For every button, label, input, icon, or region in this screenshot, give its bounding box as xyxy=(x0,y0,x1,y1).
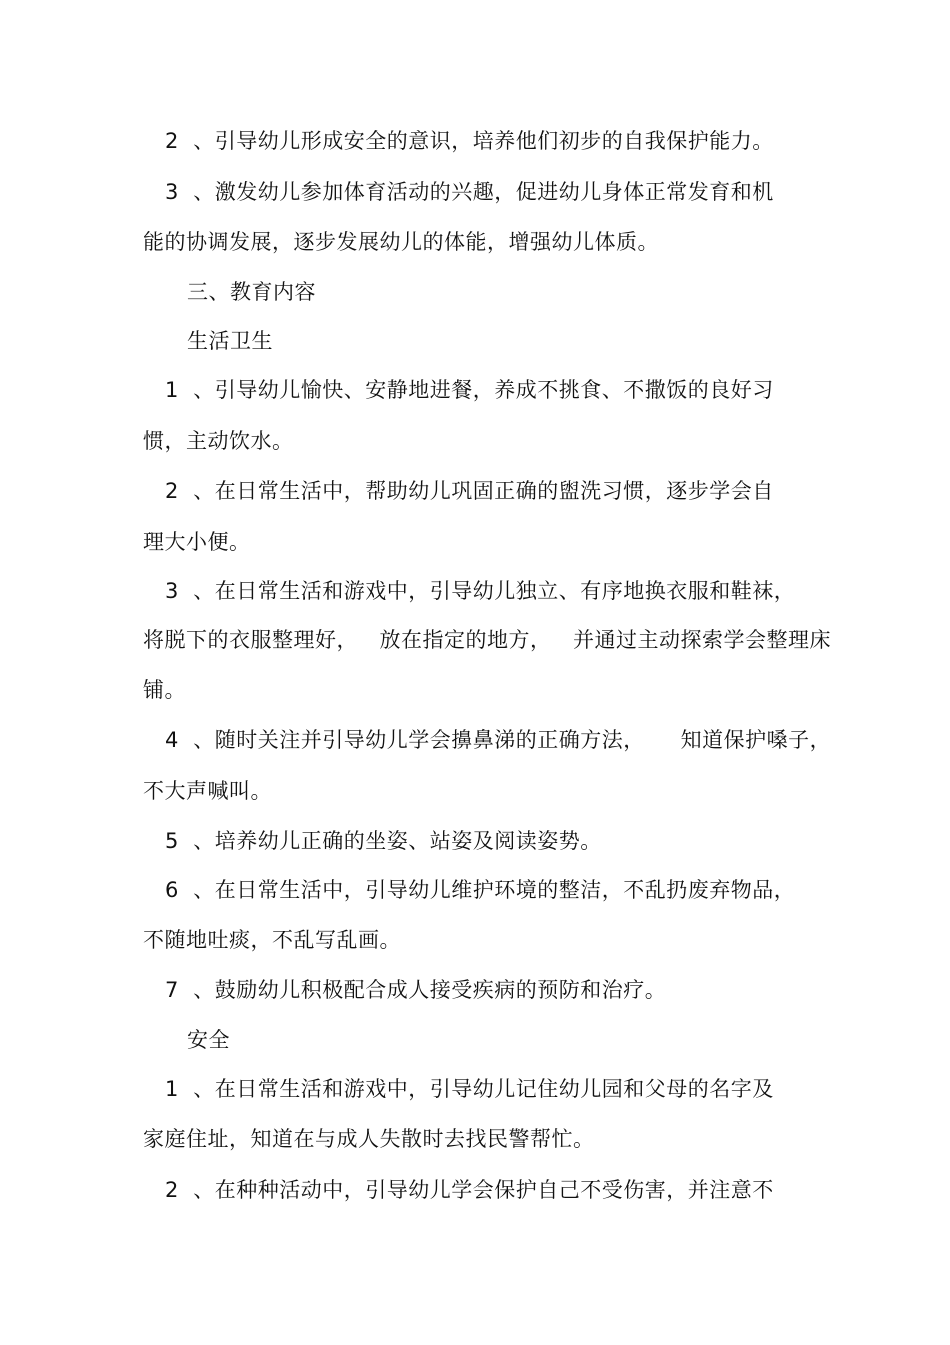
subsection-heading: 生活卫生 xyxy=(187,329,273,353)
paragraph-line: 2 、在种种活动中，引导幼儿学会保护自己不受伤害，并注意不 xyxy=(165,1178,774,1202)
paragraph-line: 家庭住址，知道在与成人失散时去找民警帮忙。 xyxy=(143,1127,595,1151)
paragraph-line: 1 、引导幼儿愉快、安静地进餐，养成不挑食、不撒饭的良好习 xyxy=(165,378,774,402)
paragraph-line: 惯，主动饮水。 xyxy=(143,429,294,453)
paragraph-line: 3 、激发幼儿参加体育活动的兴趣，促进幼儿身体正常发育和机 xyxy=(165,180,774,204)
paragraph-line: 1 、在日常生活和游戏中，引导幼儿记住幼儿园和父母的名字及 xyxy=(165,1077,774,1101)
paragraph-line: 能的协调发展，逐步发展幼儿的体能，增强幼儿体质。 xyxy=(143,230,659,254)
paragraph-line: 铺。 xyxy=(143,678,186,702)
paragraph-line: 将脱下的衣服整理好， 放在指定的地方， 并通过主动探索学会整理床 xyxy=(143,628,832,652)
paragraph-line: 5 、培养幼儿正确的坐姿、站姿及阅读姿势。 xyxy=(165,829,602,853)
paragraph-line: 7 、鼓励幼儿积极配合成人接受疾病的预防和治疗。 xyxy=(165,978,667,1002)
paragraph-line: 理大小便。 xyxy=(143,530,251,554)
paragraph-line: 4 、随时关注并引导幼儿学会擤鼻涕的正确方法， 知道保护嗓子， xyxy=(165,728,832,752)
paragraph-line: 2 、引导幼儿形成安全的意识，培养他们初步的自我保护能力。 xyxy=(165,129,774,153)
subsection-heading: 安全 xyxy=(187,1028,230,1052)
paragraph-line: 3 、在日常生活和游戏中，引导幼儿独立、有序地换衣服和鞋袜， xyxy=(165,579,796,603)
paragraph-line: 6 、在日常生活中，引导幼儿维护环境的整洁，不乱扔废弃物品， xyxy=(165,878,796,902)
paragraph-line: 不大声喊叫。 xyxy=(143,779,272,803)
paragraph-line: 2 、在日常生活中，帮助幼儿巩固正确的盥洗习惯，逐步学会自 xyxy=(165,479,774,503)
section-heading: 三、教育内容 xyxy=(187,280,316,304)
paragraph-line: 不随地吐痰，不乱写乱画。 xyxy=(143,928,401,952)
